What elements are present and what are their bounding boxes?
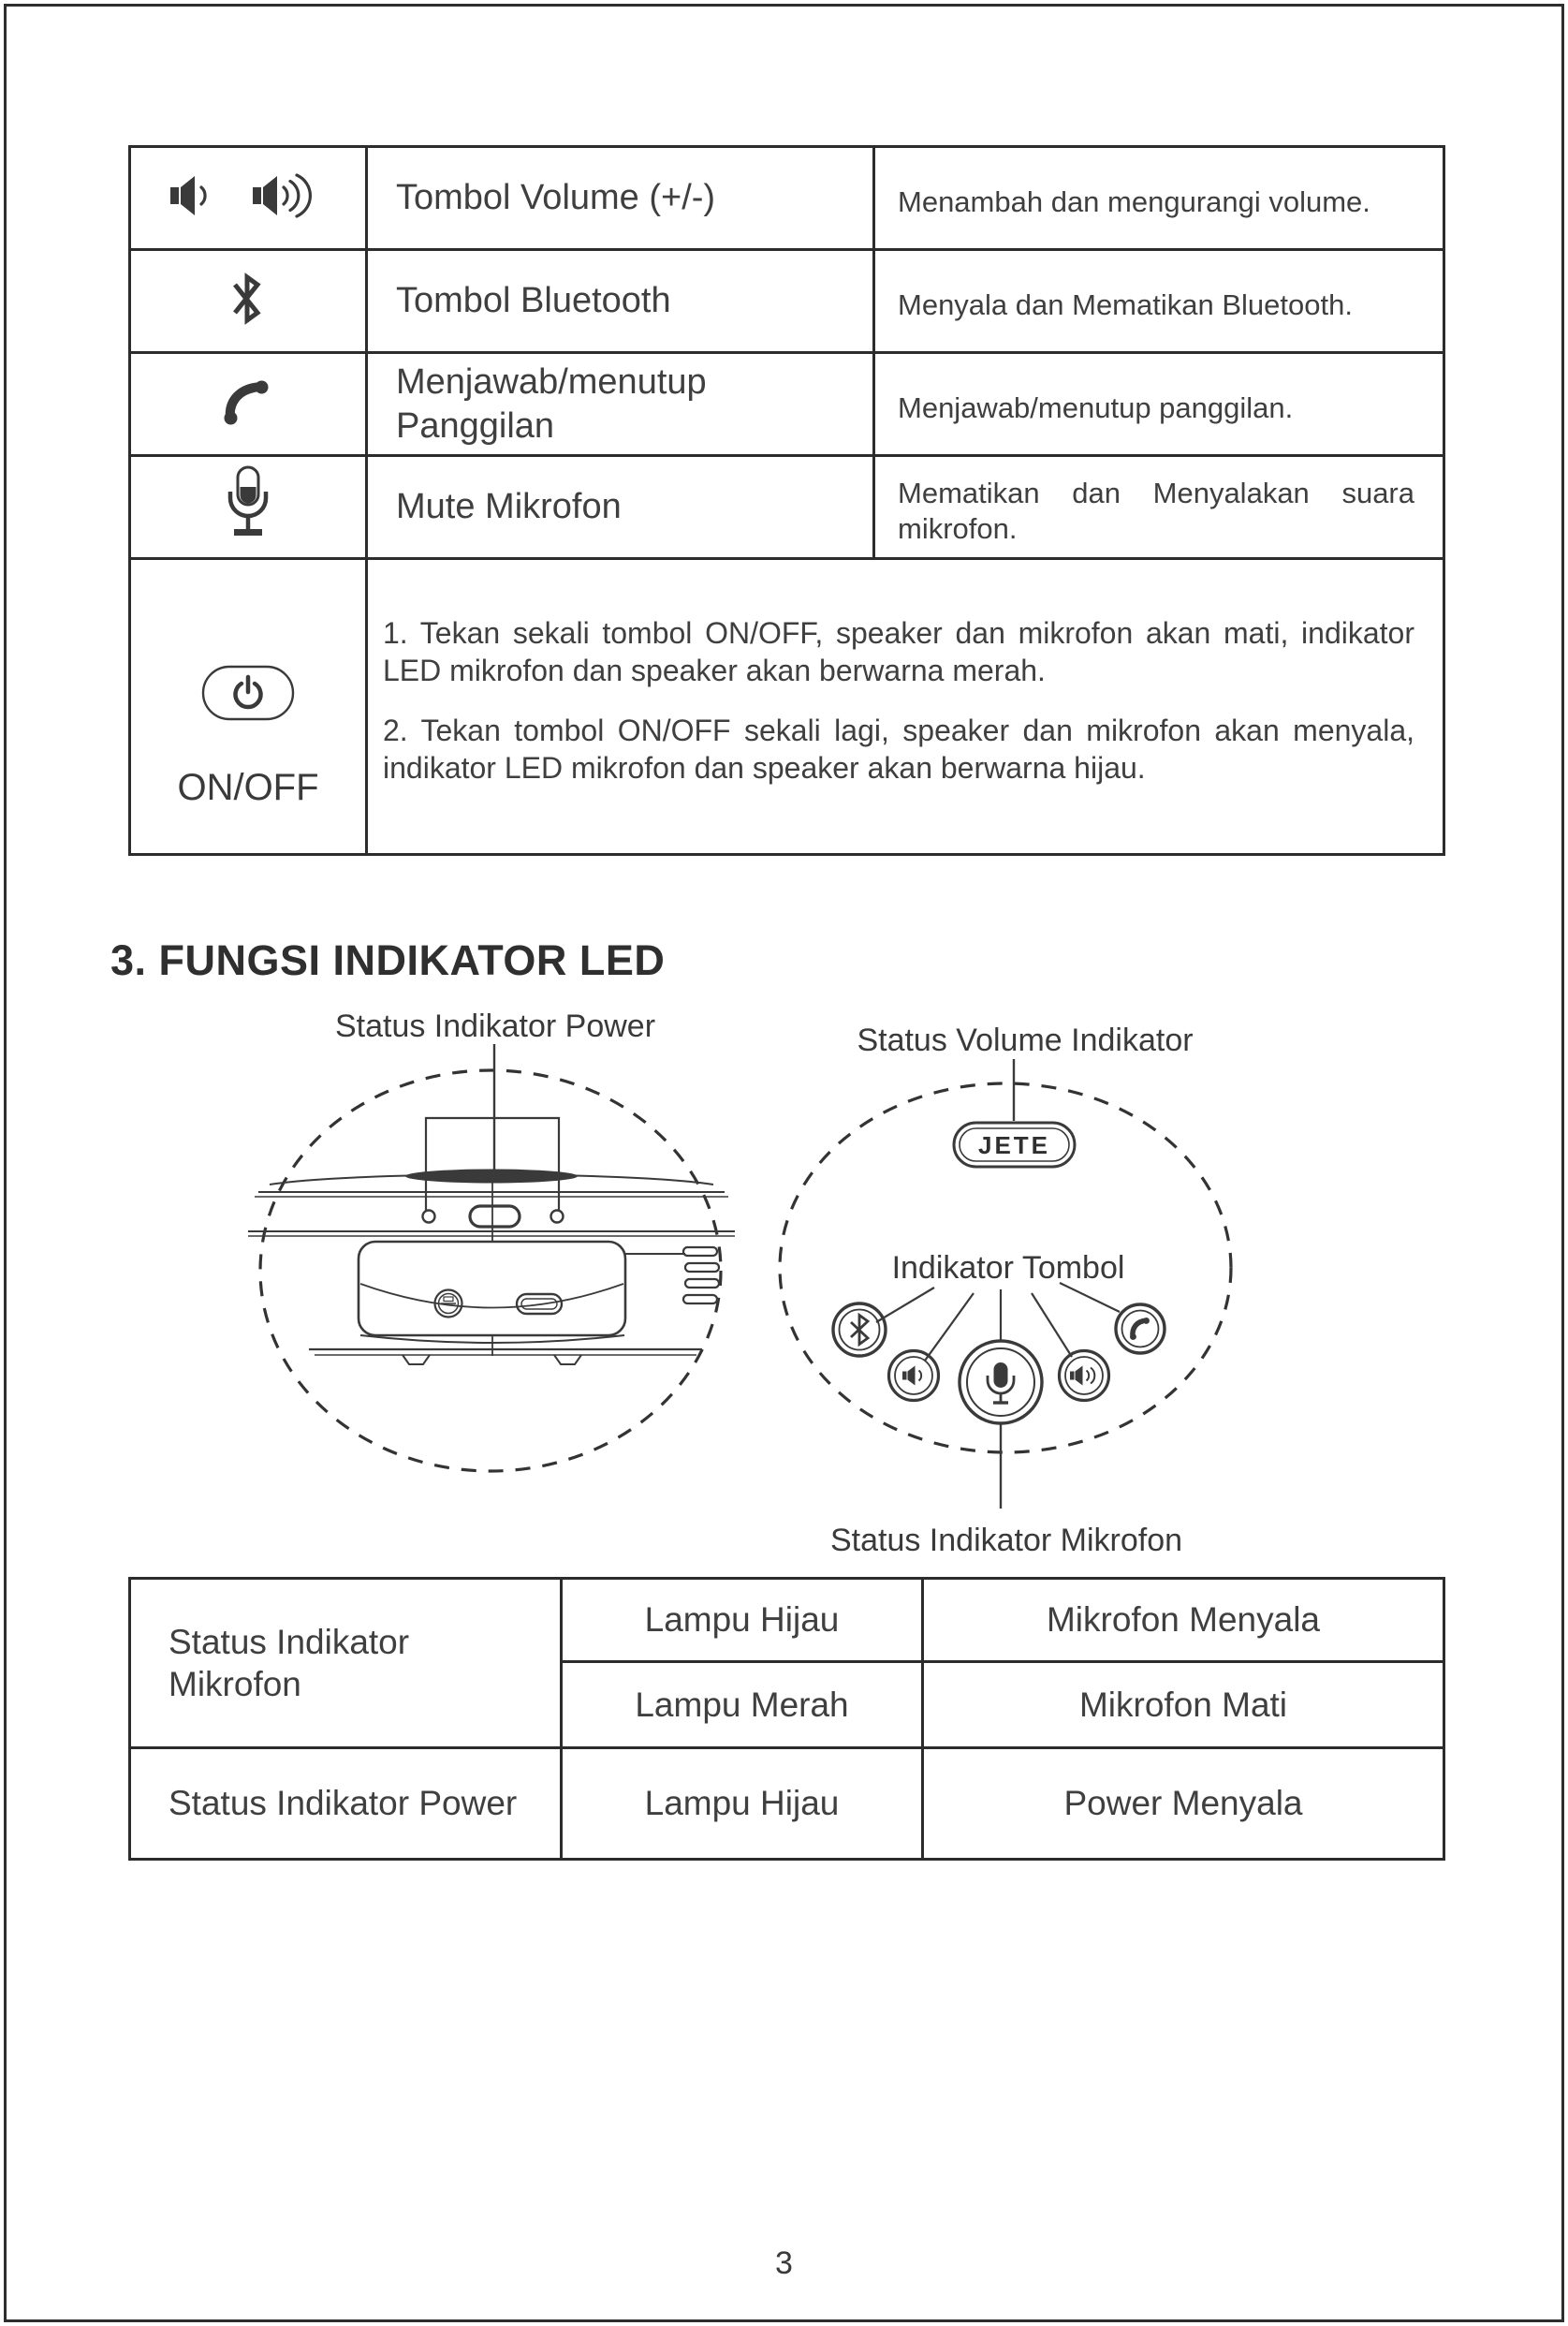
led-light: Lampu Hijau bbox=[562, 1579, 923, 1662]
table-row-call bbox=[130, 353, 1444, 456]
control-label: Tombol Volume (+/-) bbox=[367, 147, 874, 250]
volume-up-button-icon bbox=[1060, 1351, 1109, 1401]
control-description: Menjawab/menutup panggilan. bbox=[874, 353, 1444, 456]
table-row bbox=[130, 1748, 1444, 1860]
table-row bbox=[130, 1579, 1444, 1662]
control-label: Mute Mikrofon bbox=[367, 456, 874, 559]
led-light: Lampu Hijau bbox=[562, 1748, 923, 1860]
control-description: Mematikan dan Menyalakan suara mikrofon. bbox=[874, 456, 1444, 559]
onoff-label: ON/OFF bbox=[177, 767, 319, 808]
page-number: 3 bbox=[775, 2245, 793, 2281]
controls-table bbox=[128, 145, 1445, 856]
onoff-instruction-1: 1. Tekan sekali tombol ON/OFF, speaker dan mikrofon akan mati, indikator LED mikrofon dan speaker akan berwarna merah. bbox=[383, 615, 1414, 687]
led-scope-mic: Status Indikator Mikrofon bbox=[130, 1579, 562, 1748]
brand-logo-pill bbox=[954, 1123, 1075, 1167]
volume-buttons-icon bbox=[169, 167, 328, 225]
phone-call-icon bbox=[221, 375, 275, 429]
device-rear-drawing bbox=[248, 1118, 735, 1364]
led-meaning: Power Menyala bbox=[923, 1748, 1444, 1860]
microphone-button-icon bbox=[960, 1341, 1042, 1423]
led-meaning: Mikrofon Mati bbox=[923, 1662, 1444, 1748]
led-status-table bbox=[128, 1577, 1445, 1861]
phone-button-icon bbox=[1116, 1304, 1165, 1353]
table-row-bluetooth bbox=[130, 250, 1444, 353]
power-status-label: Status Indikator Power bbox=[334, 1008, 656, 1044]
bluetooth-icon bbox=[228, 268, 268, 330]
control-description: Menyala dan Mematikan Bluetooth. bbox=[874, 250, 1444, 353]
onoff-instructions bbox=[367, 559, 1444, 855]
table-row-volume bbox=[130, 147, 1444, 250]
mic-status-label: Status Indikator Mikrofon bbox=[829, 1523, 1183, 1558]
control-label: Menjawab/menutup Panggilan bbox=[367, 353, 874, 456]
power-icon bbox=[201, 665, 295, 721]
volume-status-label: Status Volume Indikator bbox=[857, 1023, 1194, 1058]
table-row-mute bbox=[130, 456, 1444, 559]
brand-logo: JETE bbox=[977, 1131, 1051, 1159]
button-indicator-label: Indikator Tombol bbox=[891, 1250, 1125, 1286]
volume-down-button-icon bbox=[889, 1351, 939, 1401]
control-description: Menambah dan mengurangi volume. bbox=[874, 147, 1444, 250]
control-label: Tombol Bluetooth bbox=[367, 250, 874, 353]
speaker-grille bbox=[683, 1247, 719, 1303]
bluetooth-button-icon bbox=[833, 1303, 886, 1356]
led-meaning: Mikrofon Menyala bbox=[923, 1579, 1444, 1662]
led-scope-power: Status Indikator Power bbox=[130, 1748, 562, 1860]
section-heading: 3. FUNGSI INDIKATOR LED bbox=[110, 936, 666, 984]
table-row-onoff bbox=[130, 559, 1444, 855]
led-indicator-diagram bbox=[215, 997, 1264, 1568]
onoff-instruction-2: 2. Tekan tombol ON/OFF sekali lagi, speaker dan mikrofon akan menyala, indikator LED mikrofon dan speaker akan berwarna hijau. bbox=[383, 713, 1414, 785]
led-light: Lampu Merah bbox=[562, 1662, 923, 1748]
microphone-icon bbox=[222, 464, 274, 545]
